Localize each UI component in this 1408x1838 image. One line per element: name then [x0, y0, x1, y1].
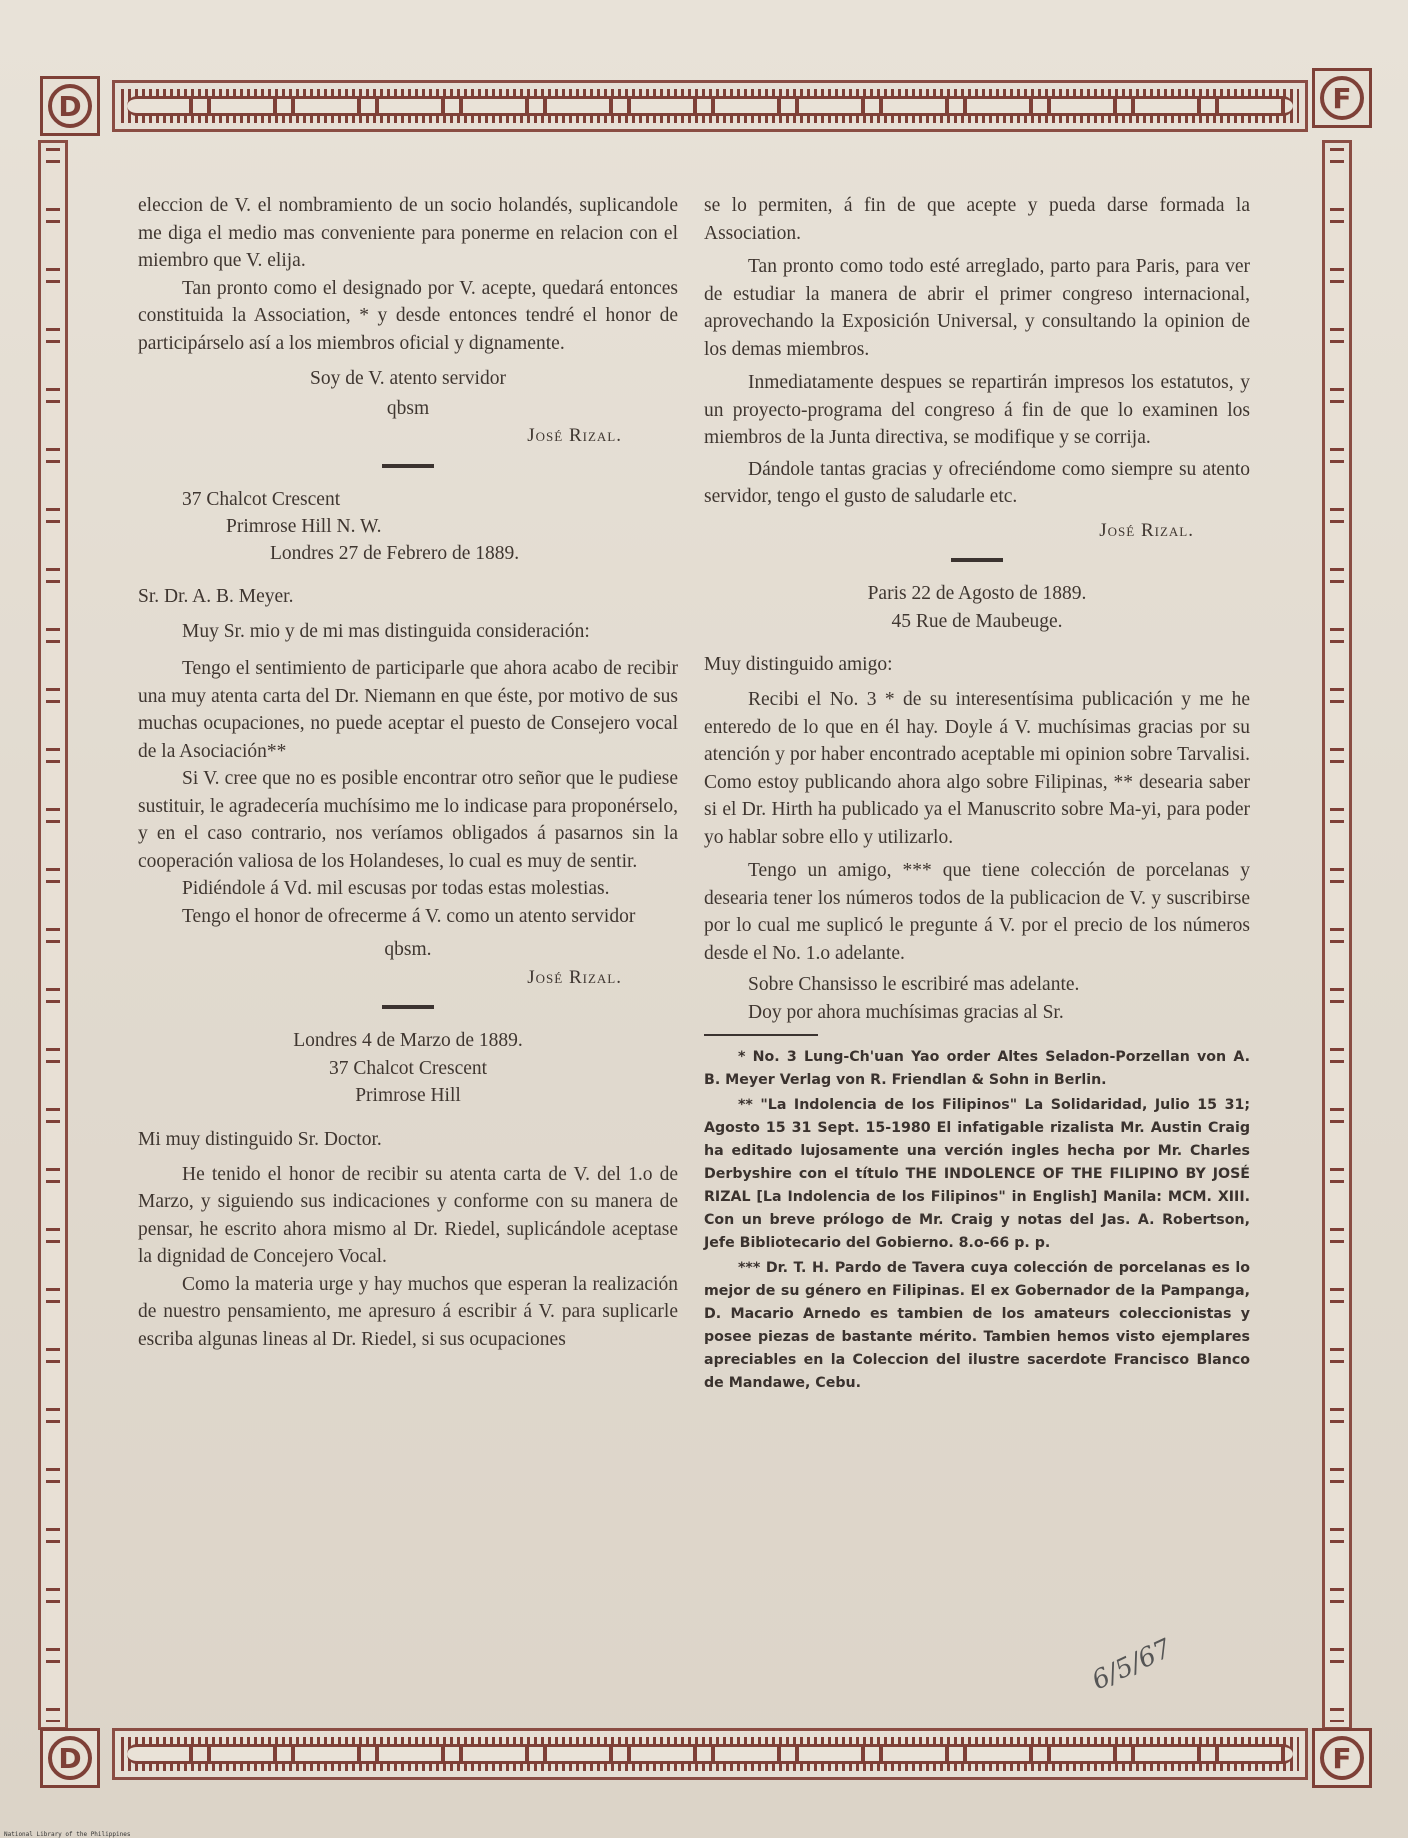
paragraph: Tengo el sentimiento de participarle que ahora acabo de recibir una muy atenta carta del Dr. Niemann en que éste, por motivo de sus muchas ocupaciones, no puede aceptar el puesto de Consejero vocal de la Asociación** — [138, 658, 678, 762]
footnote: ** "La Indolencia de los Filipinos" La Solidaridad, Julio 15 31; Agosto 15 31 Sept. 15-1980 El infatigable rizalista Mr. Austin Craig ha editado lujosamente una verción ingles hecha por Mr. Charles Derbyshire con el título THE INDOLENCE OF THE FILIPINO BY JOSÉ RIZAL [La Indolencia de los Filipinos" in English] Manila: MCM. XIII. Con un breve prólogo de Mr. Craig y notas del Jas. A. Robertson, Jefe Bibliotecario del Gobierno. 8.o-66 p. p. — [704, 1096, 1250, 1251]
footnote-divider — [704, 1034, 818, 1036]
section-divider — [951, 558, 1003, 562]
paragraph: Tengo un amigo, *** que tiene colección de porcelanas y desearia tener los números todos de la publicacion de V. y suscribirse por lo cual me suplicó le pregunte á V. por el precio de los números desde el No. 1.o adelante. — [704, 860, 1250, 964]
corner-emblem-d: D — [40, 1728, 100, 1788]
section-divider — [382, 464, 434, 468]
corner-emblem-f: F — [1312, 1728, 1372, 1788]
right-ornamental-border — [1322, 140, 1352, 1730]
qbsm: qbsm — [386, 397, 430, 419]
address-line: Primrose Hill — [355, 1085, 461, 1106]
signature: José Rizal. — [527, 425, 622, 446]
footnote: *** Dr. T. H. Pardo de Tavera cuya colección de porcelanas es lo mejor de su género en Filipinas. El ex Gobernador de la Pampanga, D. Macario Arnedo es tambien de los amateurs coleccionistas y posee piezas de bastante mérito. Tambien hemos visto ejemplares apreciables en la Coleccion del ilustre sacerdote Francisco Blanco de Mandawe, Cebu. — [704, 1259, 1250, 1391]
qbsm: qbsm. — [384, 939, 432, 960]
address-line: 37 Chalcot Crescent — [182, 488, 341, 510]
paragraph: Tan pronto como todo esté arreglado, parto para Paris, para ver de estudiar la manera de abrir el primer congreso internacional, aprovechando la Exposición Universal, y consultando la opinion de los demas miembros. — [704, 256, 1250, 360]
paragraph: eleccion de V. el nombramiento de un socio holandés, suplicandole me diga el medio mas conveniente para ponerme en relacion con el miembro que V. elija. — [138, 195, 678, 271]
left-column — [138, 192, 678, 1353]
address-line: Primrose Hill N. W. — [226, 515, 382, 537]
left-ornamental-border — [38, 140, 68, 1730]
paragraph: Recibi el No. 3 * de su interesentísima publicación y me he enteredo de lo que en él hay. Doyle á V. muchísimas gracias por su atención y por haber encontrado aceptable mi opinion sobre Tarvalisi. Como estoy publicando ahora algo sobre Filipinas, ** desearia saber si el Dr. Hirth ha publicado ya el Manuscrito sobre Ma-yi, para poder yo hablar sobre ello y utilizarlo. — [704, 689, 1250, 848]
handwritten-annotation: 6/5/67 — [1087, 1633, 1177, 1697]
date-line: Londres 27 de Febrero de 1889. — [270, 542, 520, 564]
section-divider — [382, 1005, 434, 1009]
paragraph: Si V. cree que no es posible encontrar otro señor que le pudiese sustituir, le agradecería muchísimo me lo indicase para proponérselo, y en el caso contrario, nos veríamos obligados á pasarnos sin la cooperación valiosa de los Holandeses, lo cual es muy de sentir. — [138, 768, 678, 872]
paragraph: Doy por ahora muchísimas gracias al Sr. — [748, 1001, 1064, 1023]
salutation: Sr. Dr. A. B. Meyer. — [138, 585, 294, 607]
top-ornamental-border — [112, 80, 1308, 132]
date-line: Londres 4 de Marzo de 1889. — [293, 1030, 523, 1051]
paragraph: Tan pronto como el designado por V. acepte, quedará entonces constituida la Association, * y desde entonces tendré el honor de participárselo así a los miembros oficial y dignamente. — [138, 277, 678, 354]
salutation: Mi muy distinguido Sr. Doctor. — [138, 1128, 382, 1150]
paragraph: He tenido el honor de recibir su atenta carta de V. del 1.o de Marzo, y siguiendo sus indicaciones y conforme con su manera de pensar, he escrito ahora mismo al Dr. Riedel, suplicándole aceptase la dignidad de Concejero Vocal. — [138, 1163, 678, 1267]
paragraph: Muy Sr. mio y de mi mas distinguida consideración: — [182, 620, 590, 642]
bottom-ornamental-border — [112, 1728, 1308, 1780]
signature: José Rizal. — [1099, 519, 1194, 541]
corner-emblem-f: F — [1312, 68, 1372, 128]
signature: José Rizal. — [527, 966, 622, 988]
paragraph: Dándole tantas gracias y ofreciéndome como siempre su atento servidor, tengo el gusto de saludarle etc. — [704, 458, 1250, 507]
date-line: Paris 22 de Agosto de 1889. — [867, 583, 1087, 604]
paragraph: se lo permiten, á fin de que acepte y pueda darse formada la Association. — [704, 195, 1250, 244]
paragraph: Pidiéndole á Vd. mil escusas por todas estas molestias. — [182, 878, 610, 899]
right-column — [704, 192, 1250, 1397]
footer-credit: National Library of the Philippines — [4, 1831, 131, 1838]
paragraph: Sobre Chansisso le escribiré mas adelante. — [748, 974, 1080, 995]
salutation: Muy distinguido amigo: — [704, 654, 893, 675]
paragraph: Tengo el honor de ofrecerme á V. como un atento servidor — [182, 905, 636, 927]
corner-emblem-d: D — [40, 76, 100, 136]
closing-line: Soy de V. atento servidor — [310, 368, 506, 389]
paragraph: Inmediatamente despues se repartirán impresos los estatutos, y un proyecto-programa del congreso á fin de que lo examinen los miembros de la Junta directiva, se modifique y se corrija. — [704, 372, 1250, 448]
footnote: * No. 3 Lung-Ch'uan Yao order Altes Seladon-Porzellan von A. B. Meyer Verlag von R. Friendlan & Sohn in Berlin. — [704, 1048, 1250, 1088]
address-line: 45 Rue de Maubeuge. — [891, 610, 1063, 632]
paragraph: Como la materia urge y hay muchos que esperan la realización de nuestro pensamiento, me apresuro á escribir á V. para suplicarle escriba algunas lineas al Dr. Riedel, si sus ocupaciones — [138, 1273, 678, 1350]
address-line: 37 Chalcot Crescent — [328, 1057, 488, 1079]
